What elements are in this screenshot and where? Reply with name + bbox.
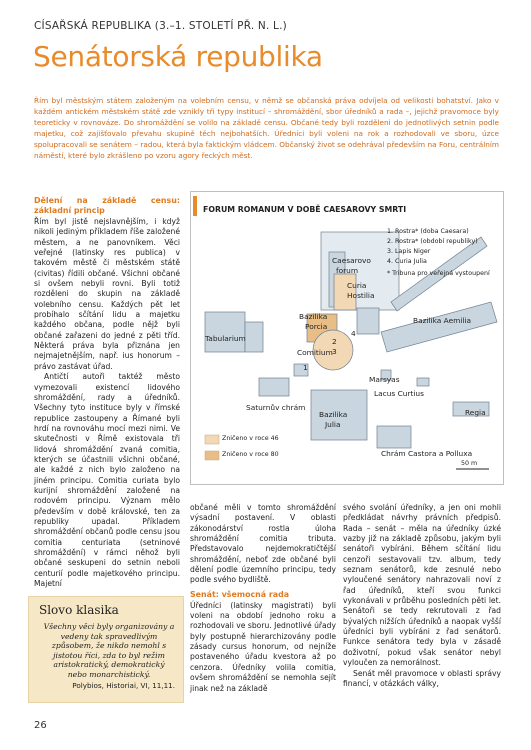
map-title: FORUM ROMANUM V DOBĚ CAESAROVY SMRTI	[203, 205, 407, 214]
page-number: 26	[34, 720, 47, 731]
section-heading-census: Dělení na základě censu: základní princip	[34, 196, 180, 215]
quote-text: Všechny věci byly organizovány a vedeny tak spravedlivým způsobem, že nikdo nemohl s jistotou říci, zda to byl režim aristokratický, demokratický nebo monarchistický.	[43, 622, 175, 679]
label-basilica-julia-2: Julia	[325, 420, 341, 429]
label-regia: Regia	[465, 408, 486, 417]
legend-swatch-46	[205, 435, 219, 444]
tabularium-annex	[245, 322, 263, 352]
quote-title: Slovo klasika	[39, 603, 119, 617]
legend-item-3: 3. Lapis Niger	[387, 248, 431, 255]
legend-item-2: 2. Rostra* (období republiky)	[387, 238, 478, 245]
paragraph: svého svolání úředníky, a jen oni mohli předkládat návrhy právních předpisů. Rada – senát – měla na úředníky úzké vazby již na základě způsobu, jakým byli senátoři vybíráni. Během sčítání lidu cenzoři sestavovali tzv. album, tedy seznam senátorů, kde zesnulé nebo vyloučené senátory nahrazovali noví z řad úředníků, kteří svou funkci vykonávali v průběhu posledních pěti let. Senátoři se tedy rekrutovali z řad bývalých nižších úředníků a naopak vyšší úředníci byli vybíráni z řad senátorů. Funkce senátora tedy byla v zásadě doživotní, pokud však senátor nebyl vyloučen za nemorálnost.	[343, 503, 501, 668]
paragraph: Úředníci (latinsky magistrati) byli voleni na období jednoho roku a rozhodovali ve sboru. Jednotlivé úřady byly postupně hierarchizovány podle zásady cursus honorum, od nejníže postaveného úřadu kvestora až po cenzora. Úředníky volila comitia, ovšem shromáždění se nemohla sejít jinak než na základě	[190, 600, 336, 693]
curia-julia-building	[357, 308, 379, 334]
saturn-temple-building	[259, 378, 289, 396]
column-right	[343, 503, 501, 689]
page-title: Senátorská republika	[33, 40, 323, 73]
quote-box	[28, 596, 184, 703]
intro-paragraph: Řím byl městským státem založeným na volebním censu, v němž se občanská práva odvíjela od velikosti bohatství. Jako v každém antickém městském státě zde vznikly tři typy institucí – shromáždění, sbor úředníků a rada –, jejichž pravomoce byly teoreticky v rovnováze. Do shromáždění se volilo na základě censu. Občané tedy byli rozděleni do jednotlivých setnin podle majetku, což zajišťovalo převahu skupině těch nejbohatších. Úředníci byli voleni na rok a rozhodovali ve sboru, úzce spolupracovali se senátem – radou, která byla faktickým vládcem. Občanský život se odehrával především na Foru, centrálním náměstí, které bylo zkrášleno po vzoru agory řeckých měst.	[34, 96, 499, 160]
label-number-1: 1	[303, 363, 308, 372]
legend-item-4: 4. Curia Julia	[387, 258, 427, 265]
label-tabularium: Tabularium	[205, 334, 246, 343]
label-lacus-curtius: Lacus Curtius	[374, 389, 424, 398]
label-saturn-temple: Saturnův chrám	[246, 403, 306, 412]
label-basilica-porcia-2: Porcia	[305, 322, 328, 331]
legend-swatch-80	[205, 451, 219, 460]
key-label-46: Zničeno v roce 46	[222, 435, 279, 442]
label-curia-hostilia-1: Curia	[347, 281, 367, 290]
label-number-2: 2	[332, 337, 337, 346]
label-basilica-aemilia: Bazilika Aemilia	[413, 316, 472, 325]
label-curia-hostilia-2: Hostilia	[347, 291, 375, 300]
label-castor-temple: Chrám Castora a Polluxa	[381, 449, 473, 458]
column-left	[34, 196, 180, 589]
label-caesar-forum-1: Caesarovo	[332, 256, 371, 265]
legend-item-1: 1. Rostra* (doba Caesara)	[387, 228, 469, 235]
quote-source: Polybios, Historiai, VI, 11,11.	[72, 681, 175, 690]
label-caesar-forum-2: forum	[336, 266, 359, 275]
label-basilica-julia-1: Bazilika	[319, 410, 348, 419]
paragraph: Antičtí autoři taktéž město vymezovali existencí lidového shromáždění, rady a úředníků. Všechny tyto instituce byly v římské republice zastoupeny a Římané byli hrdí na rovnováhu mocí mezi nimi. Ve skutečnosti v Římě existovala tři lidová shromáždění zvaná comitia, kterých se účastnili všichni občané, ale každé z nich bylo založeno na jiném principu. Comitia curiata bylo kurijní shromáždění založené na rodovém principu. Význam mělo především v době královské, ten za republiky upadal. Příkladem shromáždění občanů podle censu jsou comitia centuriata (setninové shromáždění) v rámci něhož byli občané seskupeni do setnin neboli centurií podle majetkového principu. Majetní	[34, 372, 180, 589]
lacus-curtius-marker	[417, 378, 429, 386]
paragraph: občané měli v tomto shromáždění výsadní postavení. V oblasti zákonodárství rostla úloha shromáždění comitia tributa. Představovalo nejdemokratičtější shromáždění, neboť zde občané byli dělení podle územního principu, tedy podle svého bydliště.	[190, 503, 336, 585]
column-middle	[190, 503, 336, 694]
label-number-4: 4	[351, 329, 356, 338]
legend-footnote: * Tribuna pro veřejná vystoupení	[387, 270, 490, 277]
label-number-3: 3	[332, 347, 337, 356]
paragraph: Senát měl pravomoce v oblasti správy financí, v otázkách války,	[343, 668, 501, 688]
section-heading-senate: Senát: všemocná rada	[190, 589, 290, 599]
label-comitium: Comitium	[297, 348, 333, 357]
label-basilica-porcia-1: Bazilika	[299, 312, 328, 321]
tabularium-building	[205, 312, 245, 352]
chapter-kicker: CÍSAŘSKÁ REPUBLIKA (3.–1. STOLETÍ PŘ. N. L.)	[34, 20, 287, 32]
paragraph: Řím byl jistě nejslavnějším, i když nikoli jediným příkladem říše založené městem, a ne panovníkem. Věci veřejné (latinsky res publica) v takovém městě či městském státě (civitas) řídili občané. Všichni občané si ovšem nebyli rovni. Byli totiž rozděleni do skupin na základě volebního censu. Každých pět let probíhalo sčítání lidu a majetku každého občana, podle nějž byli občané zařazeni do jedné z pěti tříd. Některá práva byla přiznána jen nejmajetnějším, např. ius honorum – právo zastávat úřad.	[34, 217, 180, 371]
forum-map-figure	[190, 191, 504, 485]
label-marsyas: Marsyas	[369, 375, 400, 384]
key-label-80: Zničeno v roce 80	[222, 451, 279, 458]
scale-label: 50 m	[461, 460, 478, 467]
castor-temple-building	[377, 426, 411, 448]
